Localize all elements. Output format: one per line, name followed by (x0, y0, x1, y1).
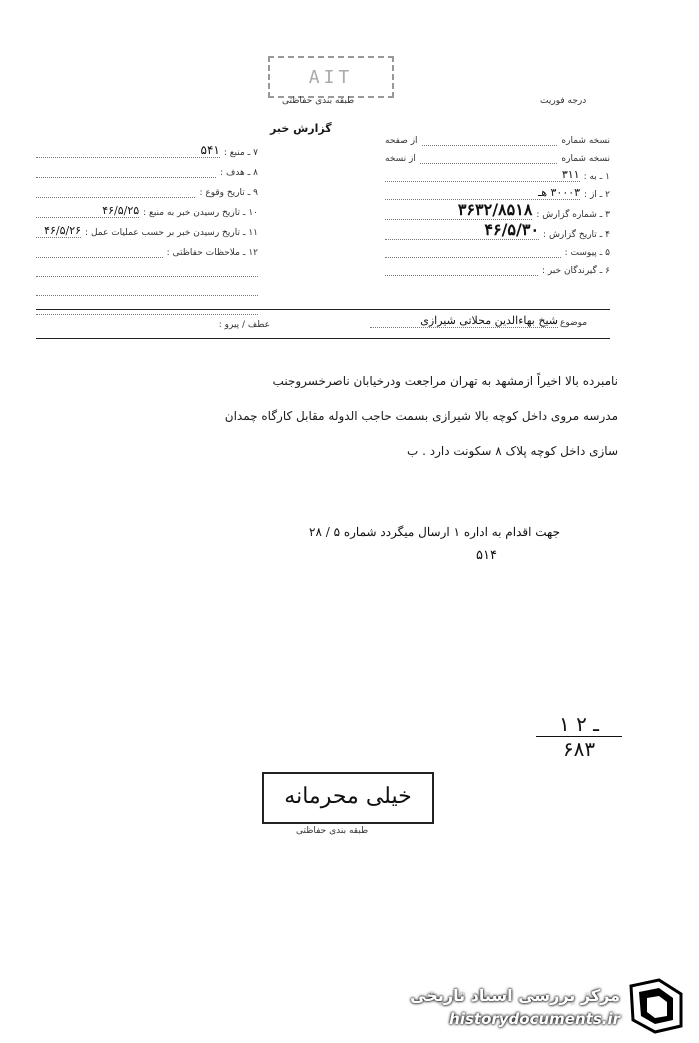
field-value (385, 275, 538, 276)
field-label: ۶ ـ گیرندگان خبر : (541, 266, 610, 276)
handwritten-note: جهت اقدام به اداره ۱ ارسال میگردد شماره ۵ / ۲۸ (309, 525, 560, 539)
field-label: ۱۱ ـ تاریخ رسیدن خبر بر حسب عملیات عمل : (85, 228, 258, 238)
body-line: مدرسه مروی داخل کوچه بالا شیرازی بسمت حاجب الدوله مقابل کارگاه چمدان (224, 409, 618, 423)
archive-number (536, 712, 622, 761)
report-title: گزارش خبر (270, 122, 332, 135)
stamp-text: خیلی محرمانه (284, 784, 412, 809)
field-label: نسخه شماره (561, 154, 610, 164)
field-value (420, 163, 558, 164)
separator-line (36, 309, 610, 310)
field-label: ۸ ـ هدف : (220, 168, 258, 178)
right-field (385, 146, 610, 164)
field-value: ۵۴۱ (36, 143, 220, 158)
blank-line (36, 296, 258, 315)
watermark-url: historydocuments.ir (449, 1010, 620, 1028)
field-value: ۴۶/۵/۳۰ (385, 220, 539, 240)
top-stamp: AIT (268, 56, 394, 98)
urgency-label: درجه فوریت (540, 96, 587, 106)
field-label: ۹ ـ تاریخ وقوع : (199, 188, 258, 198)
field-label: ۱۰ ـ تاریخ رسیدن خبر به منبع : (143, 208, 258, 218)
archive-number-bottom: ۶۸۳ (562, 737, 596, 761)
field-label: ۲ ـ از : (584, 190, 610, 200)
field-label: نسخه شماره (561, 136, 610, 146)
left-field (36, 138, 258, 158)
right-field (385, 128, 610, 146)
right-field (385, 240, 610, 258)
field-label: ۱۲ ـ ملاحظات حفاظتی : (166, 248, 258, 258)
right-field (385, 182, 610, 200)
field-value (36, 257, 163, 258)
field-suffix: از نسخه (385, 154, 416, 164)
stamp-caption: طبقه بندی حفاظتی (296, 826, 369, 836)
handwritten-note-sub: ۵۱۴ (476, 548, 497, 563)
field-value: ۴۶/۵/۲۵ (36, 204, 139, 218)
report-body (110, 364, 618, 469)
field-value (422, 145, 558, 146)
separator-line (36, 338, 610, 339)
left-field (36, 158, 258, 178)
field-value (36, 177, 216, 178)
left-field (36, 238, 258, 258)
subject-label: موضوع (560, 318, 588, 328)
subject-value: شیخ بهاءالدین محلاتی شیرازی (370, 314, 558, 328)
right-field (385, 164, 610, 182)
field-label: ۵ ـ پیوست : (564, 248, 610, 258)
blank-line (36, 277, 258, 296)
left-field (36, 198, 258, 218)
field-suffix: از صفحه (385, 136, 418, 146)
field-label: ۳ ـ شماره گزارش : (536, 210, 610, 220)
right-field (385, 220, 610, 240)
watermark-title: مرکز بررسی اسناد تاریخی (410, 986, 620, 1005)
left-field (36, 218, 258, 238)
right-fields (385, 128, 610, 276)
right-field (385, 258, 610, 276)
body-line: نامبرده بالا اخیراً ازمشهد به تهران مراجعت ودرخیابان ناصرخسروجنب (272, 374, 618, 388)
archive-number-top: ۱ ـ ۲ (536, 712, 622, 737)
field-label: ۷ ـ منبع : (223, 148, 258, 158)
left-field (36, 178, 258, 198)
field-value: ۳۰۰۰۳ هـ (385, 186, 580, 200)
field-value (36, 197, 195, 198)
classification-label-top: طبقه بندی حفاظتی (282, 96, 355, 106)
field-value (385, 257, 561, 258)
field-value: ۳۶۳۲/۸۵۱۸ (385, 200, 532, 220)
ref-label: عطف / پیرو : (218, 320, 270, 330)
field-value: ۴۶/۵/۲۶ (36, 224, 81, 238)
field-label: ۴ ـ تاریخ گزارش : (543, 230, 610, 240)
blank-line (36, 258, 258, 277)
body-line: سازی داخل کوچه پلاک ۸ سکونت دارد . ب (407, 444, 618, 458)
left-fields (36, 138, 258, 315)
archive-logo-icon (625, 976, 687, 1036)
right-field (385, 200, 610, 220)
field-value: ۳۱۱ (385, 168, 580, 182)
bottom-stamp (262, 772, 434, 824)
field-label: ۱ ـ به : (583, 172, 610, 182)
